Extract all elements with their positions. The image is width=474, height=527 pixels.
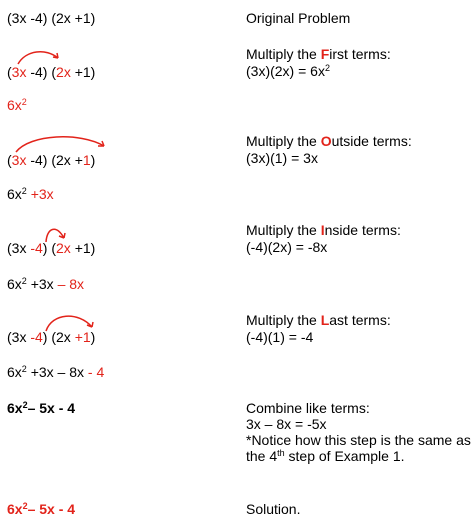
solution-label: Solution. <box>246 501 301 517</box>
combined-result: $6x^2-$ 5x - 4 <box>7 400 76 416</box>
outside-term-b: 1 <box>82 152 91 168</box>
last-calc: (-4)(1) = -4 <box>246 329 314 345</box>
first-arrow-icon <box>14 46 74 66</box>
solution-result: $6x^2-$ 5x - 4 <box>7 501 76 517</box>
combine-label: Combine like terms: <box>246 400 370 416</box>
combine-calc: 3x – 8x = -5x <box>246 416 327 432</box>
first-label: Multiply the First terms: <box>246 46 391 62</box>
last-result: $6x^2 +3x - 8x - 4$ <box>7 364 105 380</box>
first-calc: $(3x)(2x) = 6x^2$ <box>246 63 330 79</box>
last-expression: (3x -4) (2x +1) <box>7 329 96 345</box>
inside-calc: (-4)(2x) = -8x <box>246 239 328 255</box>
inside-term-a: -4 <box>30 240 43 256</box>
first-term-a: 3x <box>11 64 27 80</box>
outside-result: $6x^2 +3x$ <box>7 186 54 202</box>
last-key-letter: L <box>320 312 330 328</box>
outside-expression: (3x -4) (2x +1) <box>7 152 96 168</box>
combine-note: *Notice how this step is the same as the 4th step of Example 1. <box>246 432 471 464</box>
first-term-b: 2x <box>56 64 71 80</box>
outside-term-a: 3x <box>11 152 27 168</box>
outside-calc: (3x)(1) = 3x <box>246 150 318 166</box>
inside-expression: (3x -4) (2x +1) <box>7 240 96 256</box>
last-term-b: +1 <box>74 329 91 345</box>
original-expression: (3x -4) (2x +1) <box>7 10 96 26</box>
inside-key-letter: I <box>320 222 325 238</box>
first-expression: (3x -4) (2x +1) <box>7 64 96 80</box>
inside-term-b: 2x <box>56 240 71 256</box>
last-term-a: -4 <box>30 329 43 345</box>
first-result: $6x^2$ <box>7 97 27 113</box>
original-label: Original Problem <box>246 10 351 26</box>
first-key-letter: F <box>320 46 330 62</box>
outside-label: Multiply the Outside terms: <box>246 133 412 149</box>
inside-result: $6x^2 +3x - 8x$ <box>7 276 85 292</box>
last-label: Multiply the Last terms: <box>246 312 391 328</box>
inside-label: Multiply the Inside terms: <box>246 222 401 238</box>
outside-key-letter: O <box>320 133 332 149</box>
